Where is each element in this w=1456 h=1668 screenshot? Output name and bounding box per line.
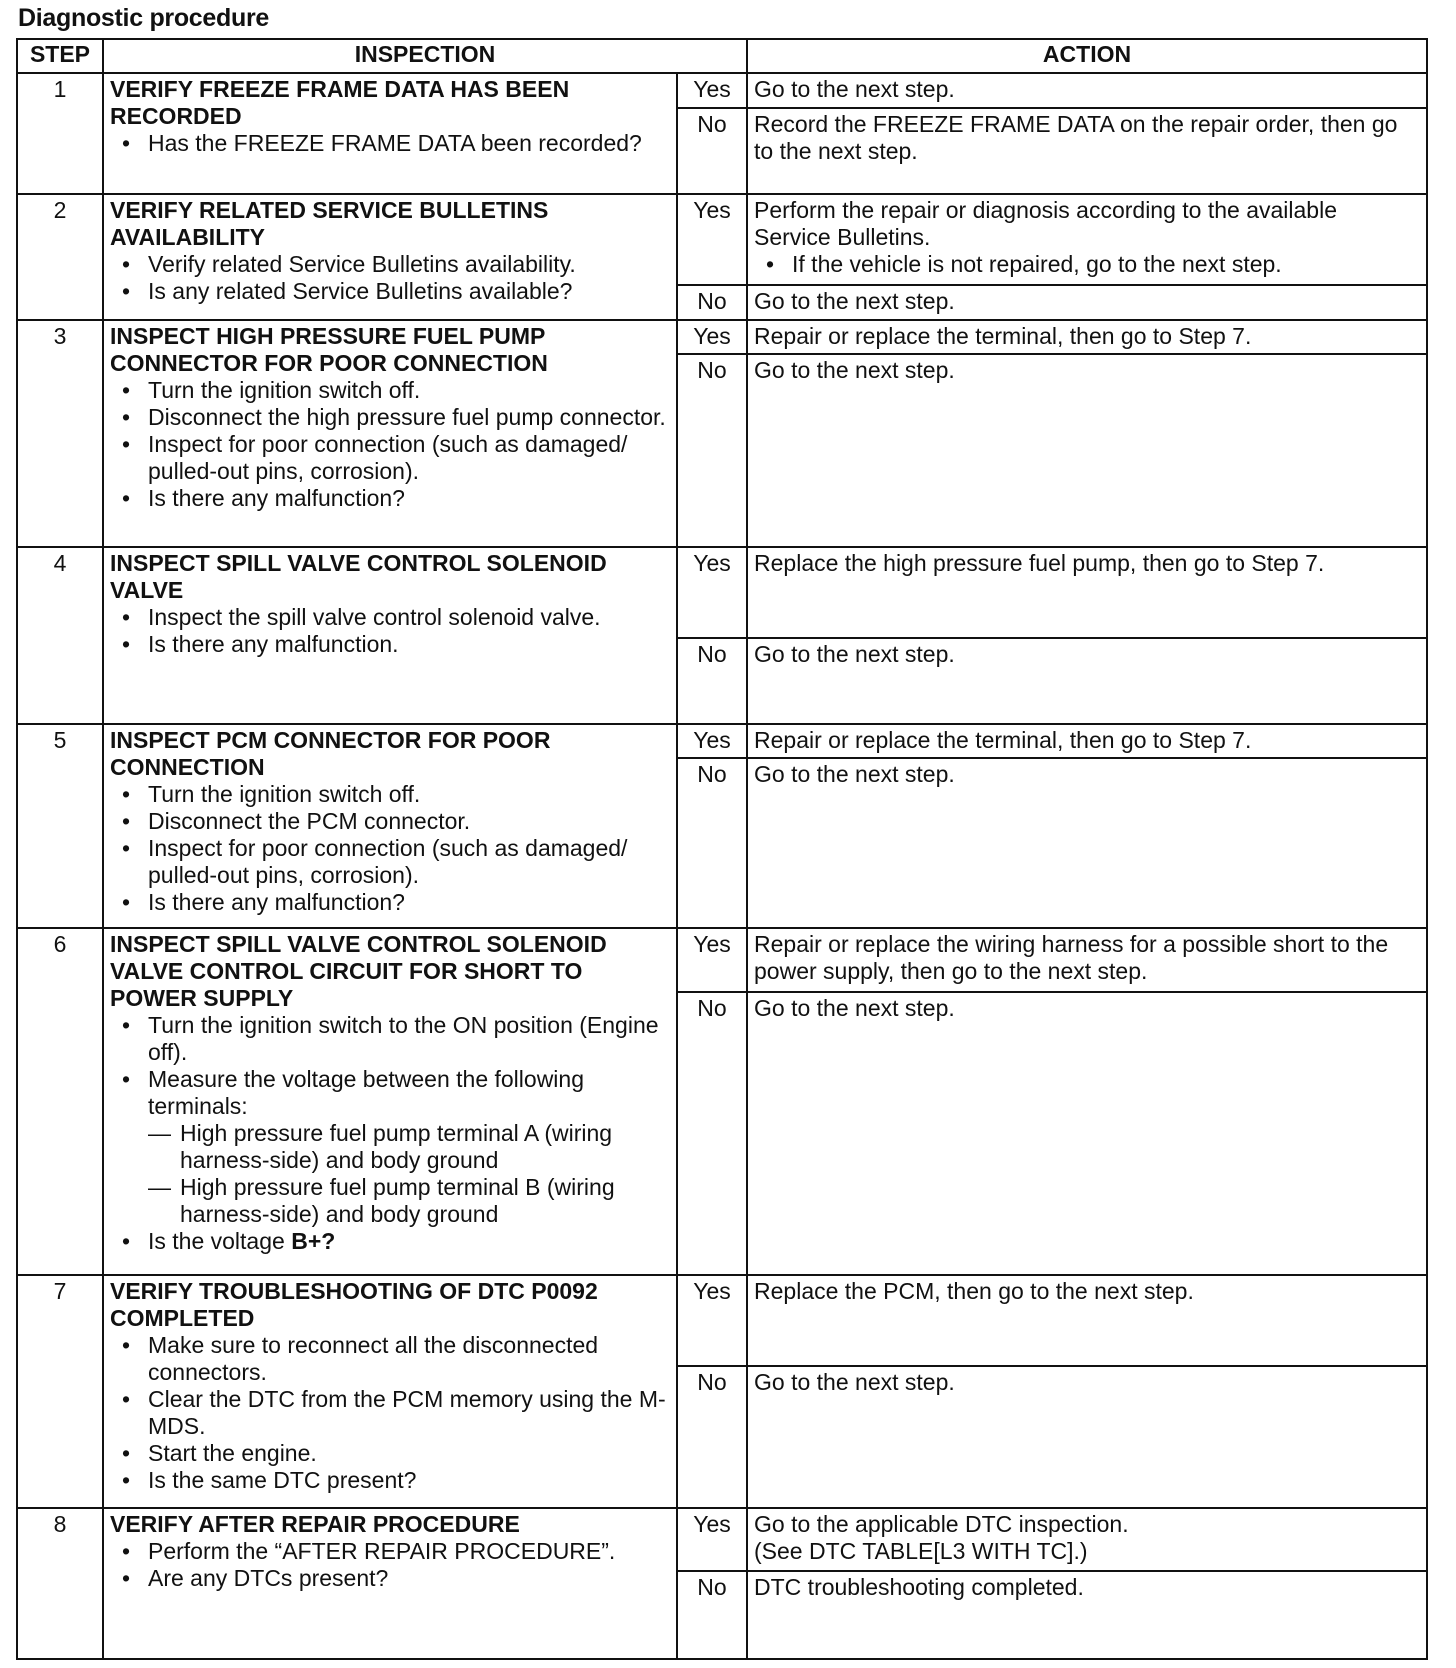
- no-label: No: [677, 638, 747, 724]
- step-row-yes: [17, 1275, 1427, 1366]
- step-row-yes: [17, 724, 1427, 759]
- header-action: ACTION: [747, 39, 1427, 73]
- inspection-bullet: • Make sure to reconnect all the disconnected connectors.: [110, 1332, 670, 1386]
- yes-action-reference: (See DTC TABLE[L3 WITH TC].): [754, 1537, 1088, 1564]
- inspection-title: VERIFY RELATED SERVICE BULLETINS AVAILABILITY: [110, 196, 549, 250]
- inspection-cell: [103, 73, 677, 194]
- yes-label: Yes: [677, 194, 747, 285]
- step-row-yes: [17, 928, 1427, 992]
- yes-label: Yes: [677, 928, 747, 992]
- no-action: Record the FREEZE FRAME DATA on the repair order, then go to the next step.: [747, 108, 1427, 194]
- no-label: No: [677, 1366, 747, 1508]
- inspection-bullet: • Disconnect the high pressure fuel pump connector.: [110, 404, 670, 431]
- no-label: No: [677, 285, 747, 320]
- voltage-value: B+?: [291, 1228, 336, 1255]
- no-label: No: [677, 354, 747, 547]
- inspection-bullet: • Has the FREEZE FRAME DATA been recorded?: [110, 130, 670, 157]
- no-action: Go to the next step.: [747, 1366, 1427, 1508]
- yes-action: Go to the applicable DTC inspection.: [754, 1510, 1129, 1537]
- yes-action-bullet: • If the vehicle is not repaired, go to the next step.: [754, 251, 1420, 278]
- inspection-bullet: [110, 1228, 670, 1255]
- header-inspection: INSPECTION: [103, 39, 747, 73]
- step-number: 6: [17, 928, 103, 1274]
- inspection-bullet: • Disconnect the PCM connector.: [110, 808, 670, 835]
- inspection-bullet: • Is any related Service Bulletins available?: [110, 278, 670, 305]
- inspection-cell: [103, 194, 677, 320]
- inspection-bullets: [110, 377, 670, 512]
- yes-action-bullets: [754, 251, 1420, 278]
- inspection-bullets: [110, 130, 670, 157]
- inspection-bullet: • Start the engine.: [110, 1440, 670, 1467]
- inspection-bullet: • Are any DTCs present?: [110, 1565, 670, 1592]
- step-number: 8: [17, 1508, 103, 1659]
- inspection-bullets: [110, 781, 670, 916]
- inspection-title: VERIFY TROUBLESHOOTING OF DTC P0092 COMPLETED: [110, 1277, 598, 1331]
- table-header-row: [17, 39, 1427, 73]
- yes-label: Yes: [677, 1275, 747, 1366]
- no-action: Go to the next step.: [747, 992, 1427, 1275]
- inspection-bullet: • Inspect for poor connection (such as damaged/ pulled-out pins, corrosion).: [110, 431, 670, 485]
- step-number: 7: [17, 1275, 103, 1508]
- inspection-bullet: • Turn the ignition switch off.: [110, 781, 670, 808]
- inspection-title: INSPECT HIGH PRESSURE FUEL PUMP CONNECTOR FOR POOR CONNECTION: [110, 322, 548, 376]
- step-number: 2: [17, 194, 103, 320]
- step-row-yes: [17, 194, 1427, 285]
- yes-label: Yes: [677, 73, 747, 108]
- inspection-cell: [103, 1275, 677, 1508]
- no-action: DTC troubleshooting completed.: [747, 1571, 1427, 1659]
- inspection-cell: [103, 724, 677, 929]
- inspection-cell: [103, 320, 677, 548]
- inspection-bullets: [110, 1332, 670, 1494]
- step-number: 5: [17, 724, 103, 929]
- yes-action: Perform the repair or diagnosis according to the available Service Bulletins.: [754, 196, 1338, 250]
- no-label: No: [677, 992, 747, 1275]
- inspection-cell: [103, 928, 677, 1274]
- yes-action-cell: [747, 194, 1427, 285]
- no-label: No: [677, 758, 747, 928]
- header-step: STEP: [17, 39, 103, 73]
- yes-action: Repair or replace the wiring harness for a possible short to the power supply, then go to the next step.: [747, 928, 1427, 992]
- inspection-bullets: [110, 1538, 670, 1592]
- inspection-bullet: • Is there any malfunction?: [110, 485, 670, 512]
- inspection-bullet-text: Is the voltage: [148, 1228, 292, 1255]
- step-row-yes: [17, 547, 1427, 637]
- no-action: Go to the next step.: [747, 354, 1427, 547]
- inspection-bullet-text: Measure the voltage between the following terminals:: [148, 1066, 585, 1120]
- yes-action: Repair or replace the terminal, then go to Step 7.: [747, 724, 1427, 759]
- inspection-bullet: • Verify related Service Bulletins availability.: [110, 251, 670, 278]
- step-row-yes: [17, 1508, 1427, 1571]
- inspection-title: VERIFY FREEZE FRAME DATA HAS BEEN RECORDED: [110, 76, 570, 129]
- no-label: No: [677, 1571, 747, 1659]
- inspection-cell: [103, 1508, 677, 1659]
- inspection-title: INSPECT SPILL VALVE CONTROL SOLENOID VALVE CONTROL CIRCUIT FOR SHORT TO POWER SUPPLY: [110, 931, 607, 1012]
- yes-action-cell: [747, 1508, 1427, 1571]
- no-label: No: [677, 108, 747, 194]
- no-action: Go to the next step.: [747, 285, 1427, 320]
- inspection-bullet: • Is there any malfunction?: [110, 889, 670, 916]
- inspection-bullet: • Is there any malfunction.: [110, 631, 670, 658]
- step-number: 3: [17, 320, 103, 548]
- diagnostic-procedure-table: [16, 38, 1428, 1660]
- no-action: Go to the next step.: [747, 758, 1427, 928]
- inspection-bullet: • Inspect the spill valve control solenoid valve.: [110, 604, 670, 631]
- yes-action: Replace the PCM, then go to the next step.: [747, 1275, 1427, 1366]
- inspection-dash-item: — High pressure fuel pump terminal A (wiring harness-side) and body ground: [148, 1120, 670, 1174]
- inspection-title: INSPECT PCM CONNECTOR FOR POOR CONNECTION: [110, 726, 551, 780]
- document-title: Diagnostic procedure: [18, 4, 269, 32]
- inspection-bullets: [110, 1012, 670, 1255]
- inspection-title: VERIFY AFTER REPAIR PROCEDURE: [110, 1510, 520, 1537]
- yes-action: Repair or replace the terminal, then go to Step 7.: [747, 320, 1427, 355]
- inspection-bullets: [110, 251, 670, 305]
- inspection-dash-list: [148, 1120, 670, 1228]
- inspection-bullet: • Turn the ignition switch to the ON position (Engine off).: [110, 1012, 670, 1066]
- inspection-bullet: • Is the same DTC present?: [110, 1467, 670, 1494]
- step-number: 1: [17, 73, 103, 194]
- inspection-dash-item: — High pressure fuel pump terminal B (wiring harness-side) and body ground: [148, 1174, 670, 1228]
- no-action: Go to the next step.: [747, 638, 1427, 724]
- yes-label: Yes: [677, 1508, 747, 1571]
- inspection-bullet: • Turn the ignition switch off.: [110, 377, 670, 404]
- step-number: 4: [17, 547, 103, 723]
- yes-label: Yes: [677, 320, 747, 355]
- inspection-bullet: • Clear the DTC from the PCM memory using the M-MDS.: [110, 1386, 670, 1440]
- yes-label: Yes: [677, 547, 747, 637]
- inspection-bullet: • Inspect for poor connection (such as damaged/ pulled-out pins, corrosion).: [110, 835, 670, 889]
- inspection-title: INSPECT SPILL VALVE CONTROL SOLENOID VALVE: [110, 550, 607, 604]
- inspection-bullet: [110, 1066, 670, 1228]
- yes-action: Replace the high pressure fuel pump, then go to Step 7.: [747, 547, 1427, 637]
- inspection-bullet: • Perform the “AFTER REPAIR PROCEDURE”.: [110, 1538, 670, 1565]
- inspection-cell: [103, 547, 677, 723]
- inspection-bullets: [110, 604, 670, 658]
- step-row-yes: [17, 320, 1427, 355]
- yes-label: Yes: [677, 724, 747, 759]
- yes-action: Go to the next step.: [747, 73, 1427, 108]
- step-row-yes: [17, 73, 1427, 108]
